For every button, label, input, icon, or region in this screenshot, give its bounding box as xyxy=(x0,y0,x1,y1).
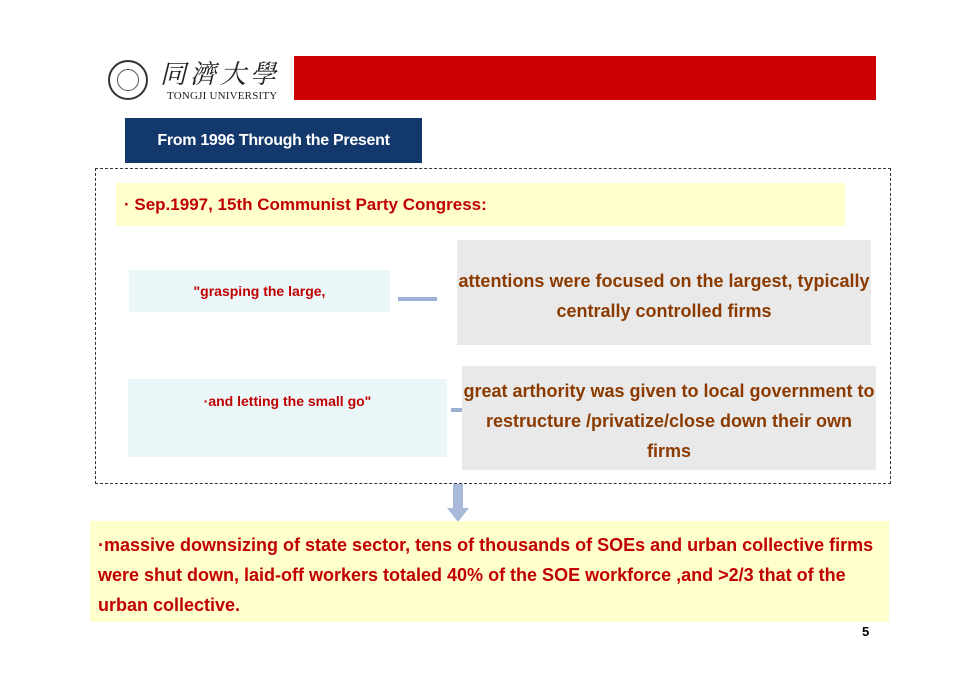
university-seal-logo xyxy=(108,60,148,100)
university-name-english: TONGJI UNIVERSITY xyxy=(167,90,278,102)
attention-explanation: attentions were focused on the largest, typically centrally controlled firms xyxy=(457,240,871,345)
connector-dash xyxy=(398,297,437,301)
letting-small-go-label: ·and letting the small go" xyxy=(128,379,447,457)
authority-explanation: great arthority was given to local government to restructure /privatize/close down their own firms xyxy=(462,366,876,470)
header-banner xyxy=(294,56,876,100)
page-number: 5 xyxy=(862,624,870,639)
summary-text: ·massive downsizing of state sector, tens of thousands of SOEs and urban collective firms were shut down, laid-off workers totaled 40% of the SOE workforce ,and >2/3 that of the urban collective. xyxy=(90,521,889,622)
congress-heading: · Sep.1997, 15th Communist Party Congress: xyxy=(116,183,845,226)
university-name-chinese: 同濟大學 xyxy=(160,60,281,90)
slide-title: From 1996 Through the Present xyxy=(125,118,422,163)
grasp-large-label: "grasping the large, xyxy=(129,270,390,312)
down-arrow-icon xyxy=(446,484,470,522)
